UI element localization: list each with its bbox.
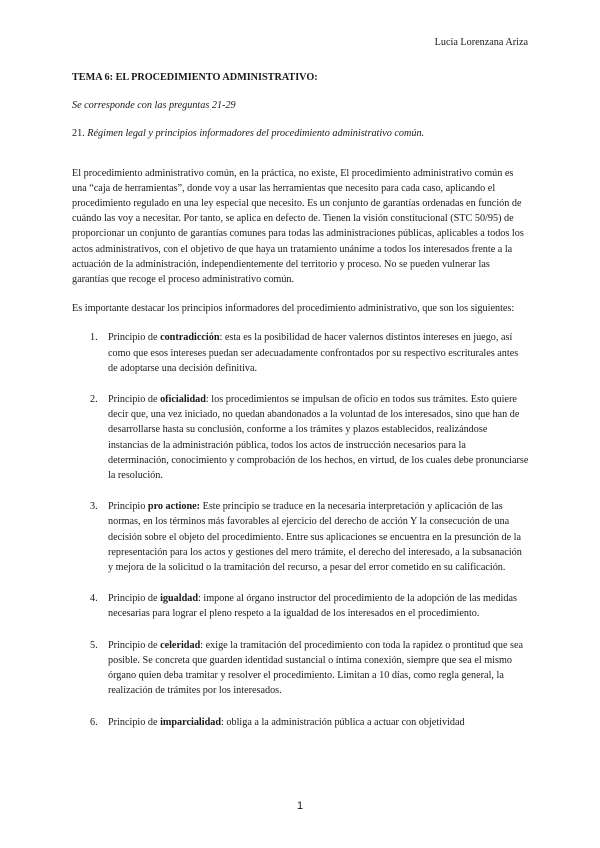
section-title: Régimen legal y principios informadores del procedimiento administrativo común. bbox=[87, 128, 425, 140]
item-text: : esta es la posibilidad de hacer valernos distintos intereses en juego, así como que esos intereses puedan ser adecuadamente confrontados por su respectivo escriturales antes de adoptarse una decisión definitiva. bbox=[108, 332, 519, 374]
item-term: pro actione: bbox=[147, 501, 201, 513]
intro-paragraph: El procedimiento administrativo común, en la práctica, no existe, El procedimiento administrativo común es una “caja de herramientas”, donde voy a usar las herramientas que necesito para cada caso, aplicando el procedimiento regulado en una ley especial que necesito. Es un conjunto de garantías ordenadas en función de cuándo las voy a necesitar. Por tanto, se aplica en defecto de. Tienen la visión constitucional (STC 50/95) de proporcionar un conjunto de garantías comunes para todas las administraciones públicas, aplicables a todos los actos administrativos, con el objetivo de que haya un tratamiento unánime a todos los interesados frente a la actuación de la administración, independientemente del territorio y proceso. No se pueden vulnerar las garantías que recoge el proceso administrativo común. bbox=[72, 167, 524, 286]
item-text: : obliga a la administración pública a actuar con objetividad bbox=[221, 716, 465, 728]
chapter-title: TEMA 6: EL PROCEDIMIENTO ADMINISTRATIVO: bbox=[72, 72, 318, 83]
list-item bbox=[72, 330, 529, 376]
item-text: : impone al órgano instructor del procedimiento de la adopción de las medidas necesarias para lograr el pleno respeto a la igualdad de los interesados en el procedimiento. bbox=[108, 593, 517, 620]
item-number: 6. bbox=[90, 716, 98, 728]
item-prefix: Principio de bbox=[108, 639, 161, 651]
author-name: Lucía Lorenzana Ariza bbox=[434, 37, 528, 48]
page-number: 1 bbox=[296, 800, 304, 812]
item-term: oficialidad bbox=[160, 394, 206, 406]
item-term: igualdad bbox=[160, 593, 199, 605]
item-number: 2. bbox=[90, 394, 98, 406]
list-item bbox=[72, 499, 529, 575]
item-term: contradicción bbox=[160, 332, 220, 344]
item-number: 1. bbox=[90, 332, 98, 344]
principles-intro: Es importante destacar los principios informadores del procedimiento administrativo, que son los siguientes: bbox=[72, 303, 515, 315]
item-text: : exige la tramitación del procedimiento con toda la rapidez o prontitud que sea posible. Se concreta que guarden identidad sustancial o íntima conexión, siempre que sea el mismo órgano quien deba tramitar y resolver el procedimiento. Limitan a 10 días, como regla general, la realización de trámites por los interesados. bbox=[108, 639, 524, 697]
list-item bbox=[72, 715, 529, 730]
item-term: imparcialidad bbox=[160, 716, 222, 728]
document-body bbox=[72, 70, 529, 746]
item-number: 4. bbox=[90, 593, 98, 605]
section-heading bbox=[72, 126, 529, 141]
item-prefix: Principio de bbox=[108, 394, 161, 406]
item-prefix: Principio de bbox=[108, 716, 161, 728]
item-prefix: Principio de bbox=[108, 332, 161, 344]
section-number: 21. bbox=[72, 128, 85, 140]
item-text: Este principio se traduce en la necesaria interpretación y aplicación de las normas, en los términos más favorables al ejercicio del derecho de acción Y la consecución de una decisión sobre el objeto del procedimiento. Entre sus aplicaciones se encuentra en la presunción de la representación para los actos y gestiones del mero trámite, el derecho del interesado, a la subsanación y mejora de la solicitud o la tramitación del recurso, a pesar del error cometido en su calificación. bbox=[108, 501, 522, 574]
item-text: : los procedimientos se impulsan de oficio en todos sus trámites. Esto quiere decir que, una vez iniciado, no quedan abandonados a la voluntad de los interesados, sino que han de desarrollarse hasta su conclusión, conforme a los trámites y plazos establecidos, realizándose instancias de la administración pública, todos los actos de instrucción necesarios para la determinación, conocimiento y comprobación de los hechos, en virtud, de los cuales debe pronunciarse la resolución. bbox=[108, 394, 529, 482]
item-prefix: Principio de bbox=[108, 593, 161, 605]
principles-list bbox=[72, 330, 529, 729]
item-number: 3. bbox=[90, 501, 98, 513]
item-number: 5. bbox=[90, 639, 98, 651]
list-item bbox=[72, 591, 529, 621]
item-term: celeridad bbox=[160, 639, 201, 651]
list-item bbox=[72, 638, 529, 699]
chapter-subtitle: Se corresponde con las preguntas 21-29 bbox=[72, 100, 236, 112]
item-prefix: Principio bbox=[108, 501, 148, 513]
list-item bbox=[72, 392, 529, 483]
